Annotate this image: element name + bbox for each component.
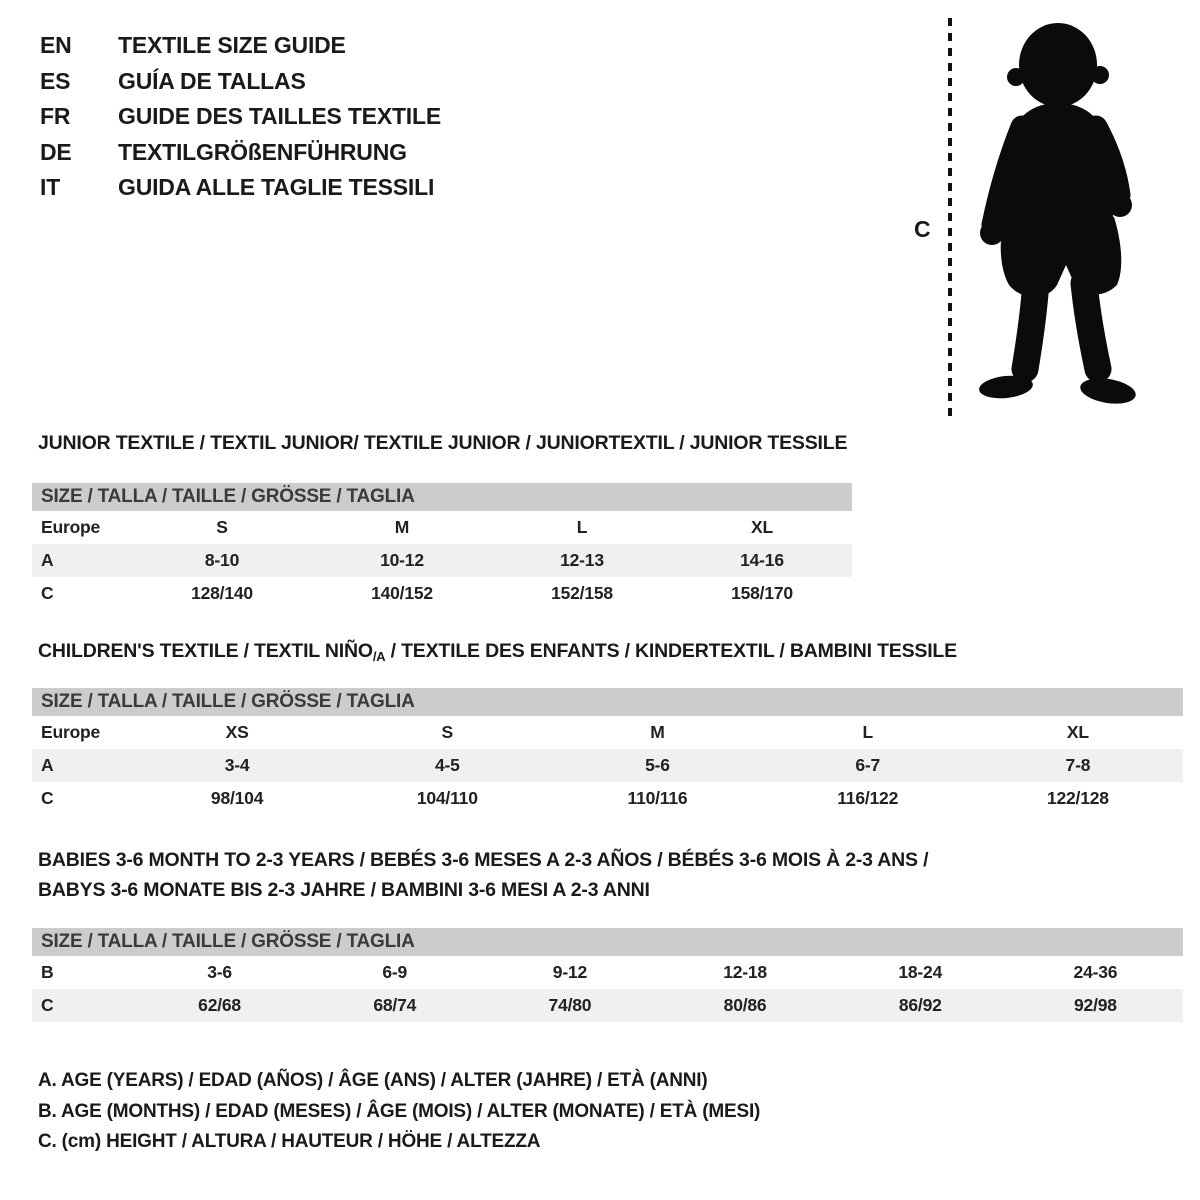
lang-row-it bbox=[40, 170, 441, 206]
table-cell: 92/98 bbox=[1074, 995, 1117, 1015]
children-heading-post: / TEXTILE DES ENFANTS / KINDERTEXTIL / BAMBINI TESSILE bbox=[385, 640, 957, 662]
lang-code: DE bbox=[40, 138, 72, 165]
children-section-heading bbox=[38, 640, 957, 664]
table-size-header: SIZE / TALLA / TAILLE / GRÖSSE / TAGLIA bbox=[32, 928, 1183, 956]
lang-row-de bbox=[40, 135, 441, 171]
row-label: B bbox=[41, 962, 54, 982]
legend-note-b: B. AGE (MONTHS) / EDAD (MESES) / ÂGE (MOIS) / ALTER (MONATE) / ETÀ (MESI) bbox=[38, 1100, 761, 1122]
table-cell: 3-4 bbox=[224, 755, 250, 775]
table-size-header: SIZE / TALLA / TAILLE / GRÖSSE / TAGLIA bbox=[32, 483, 852, 511]
table-row bbox=[32, 782, 1183, 815]
language-title-block bbox=[40, 28, 441, 206]
table-cell: 80/86 bbox=[723, 995, 767, 1015]
table-cell: 4-5 bbox=[434, 755, 460, 775]
babies-size-table bbox=[32, 928, 1183, 1022]
lang-code: FR bbox=[40, 103, 71, 130]
guide-title-fr: GUIDE DES TAILLES TEXTILE bbox=[118, 103, 441, 130]
row-label: Europe bbox=[41, 517, 101, 537]
table-cell: 116/122 bbox=[837, 788, 899, 808]
legend-note-a: A. AGE (YEARS) / EDAD (AÑOS) / ÂGE (ANS) / ALTER (JAHRE) / ETÀ (ANNI) bbox=[38, 1070, 708, 1091]
table-cell: 12-18 bbox=[723, 962, 767, 982]
table-cell: 128/140 bbox=[191, 583, 253, 603]
lang-code: EN bbox=[40, 32, 72, 59]
lang-row-es bbox=[40, 64, 441, 100]
children-heading-pre: CHILDREN'S TEXTILE / TEXTIL NIÑO bbox=[38, 640, 373, 662]
table-cell: 158/170 bbox=[731, 583, 793, 603]
table-cell: M bbox=[650, 722, 665, 742]
row-label: A bbox=[41, 550, 54, 570]
table-row bbox=[32, 989, 1183, 1022]
babies-heading-line1: BABIES 3-6 MONTH TO 2-3 YEARS / BEBÉS 3-6 MESES A 2-3 AÑOS / BÉBÉS 3-6 MOIS À 2-3 ANS / bbox=[38, 849, 929, 871]
guide-title-es: GUÍA DE TALLAS bbox=[118, 67, 306, 94]
table-cell: 3-6 bbox=[207, 962, 232, 982]
table-cell: XS bbox=[225, 722, 249, 742]
table-cell: XL bbox=[751, 517, 773, 537]
table-cell: 140/152 bbox=[371, 583, 433, 603]
babies-heading-line2: BABYS 3-6 MONATE BIS 2-3 JAHRE / BAMBINI 3-6 MESI A 2-3 ANNI bbox=[38, 879, 650, 901]
lang-code: IT bbox=[40, 174, 61, 201]
table-cell: 68/74 bbox=[373, 995, 417, 1015]
height-measure-label: C bbox=[914, 216, 931, 242]
table-cell: S bbox=[441, 722, 454, 742]
table-row bbox=[32, 577, 852, 610]
table-row bbox=[32, 749, 1183, 782]
table-cell: M bbox=[394, 517, 410, 537]
table-cell: 122/128 bbox=[1046, 788, 1109, 808]
junior-section-heading: JUNIOR TEXTILE / TEXTIL JUNIOR/ TEXTILE JUNIOR / JUNIORTEXTIL / JUNIOR TESSILE bbox=[38, 432, 848, 454]
table-cell: 74/80 bbox=[548, 995, 592, 1015]
legend-note-c: C. (cm) HEIGHT / ALTURA / HAUTEUR / HÖHE / ALTEZZA bbox=[38, 1131, 541, 1152]
children-heading-subscript: /A bbox=[372, 649, 386, 664]
table-cell: 8-10 bbox=[204, 550, 240, 570]
table-cell: 104/110 bbox=[416, 788, 478, 808]
table-cell: 5-6 bbox=[645, 755, 670, 775]
junior-size-table bbox=[32, 483, 852, 610]
table-cell: 7-8 bbox=[1065, 755, 1091, 775]
table-cell: 24-36 bbox=[1073, 962, 1118, 982]
table-cell: 9-12 bbox=[552, 962, 588, 982]
lang-row-en bbox=[40, 28, 441, 64]
table-cell: 152/158 bbox=[551, 583, 613, 603]
row-label: C bbox=[41, 995, 54, 1015]
table-row bbox=[32, 956, 1183, 989]
toddler-silhouette-icon bbox=[962, 15, 1138, 415]
guide-title-it: GUIDA ALLE TAGLIE TESSILI bbox=[118, 174, 435, 201]
table-cell: 110/116 bbox=[627, 788, 688, 808]
table-row bbox=[32, 511, 852, 544]
lang-row-fr bbox=[40, 99, 441, 135]
table-row bbox=[32, 544, 852, 577]
row-label: C bbox=[41, 583, 54, 603]
table-cell: 86/92 bbox=[898, 995, 942, 1015]
table-cell: 12-13 bbox=[560, 550, 604, 570]
legend-notes bbox=[38, 1066, 760, 1158]
table-cell: 6-7 bbox=[855, 755, 881, 775]
table-size-header: SIZE / TALLA / TAILLE / GRÖSSE / TAGLIA bbox=[32, 688, 1183, 716]
table-cell: 62/68 bbox=[198, 995, 241, 1015]
children-size-table bbox=[32, 688, 1183, 815]
table-cell: 14-16 bbox=[740, 550, 784, 570]
table-cell: L bbox=[576, 517, 588, 537]
table-cell: S bbox=[216, 517, 228, 537]
table-cell: 98/104 bbox=[210, 788, 264, 808]
table-cell: 18-24 bbox=[898, 962, 943, 982]
table-cell: 10-12 bbox=[380, 550, 424, 570]
table-cell: L bbox=[862, 722, 873, 742]
row-label: C bbox=[41, 788, 54, 808]
row-label: Europe bbox=[41, 722, 101, 742]
height-measure-line bbox=[942, 14, 958, 424]
table-cell: XL bbox=[1066, 722, 1089, 742]
table-row bbox=[32, 716, 1183, 749]
table-cell: 6-9 bbox=[382, 962, 408, 982]
guide-title-en: TEXTILE SIZE GUIDE bbox=[118, 32, 346, 59]
lang-code: ES bbox=[40, 67, 71, 94]
row-label: A bbox=[41, 755, 54, 775]
guide-title-de: TEXTILGRÖßENFÜHRUNG bbox=[118, 138, 407, 165]
babies-section-heading bbox=[38, 845, 928, 905]
